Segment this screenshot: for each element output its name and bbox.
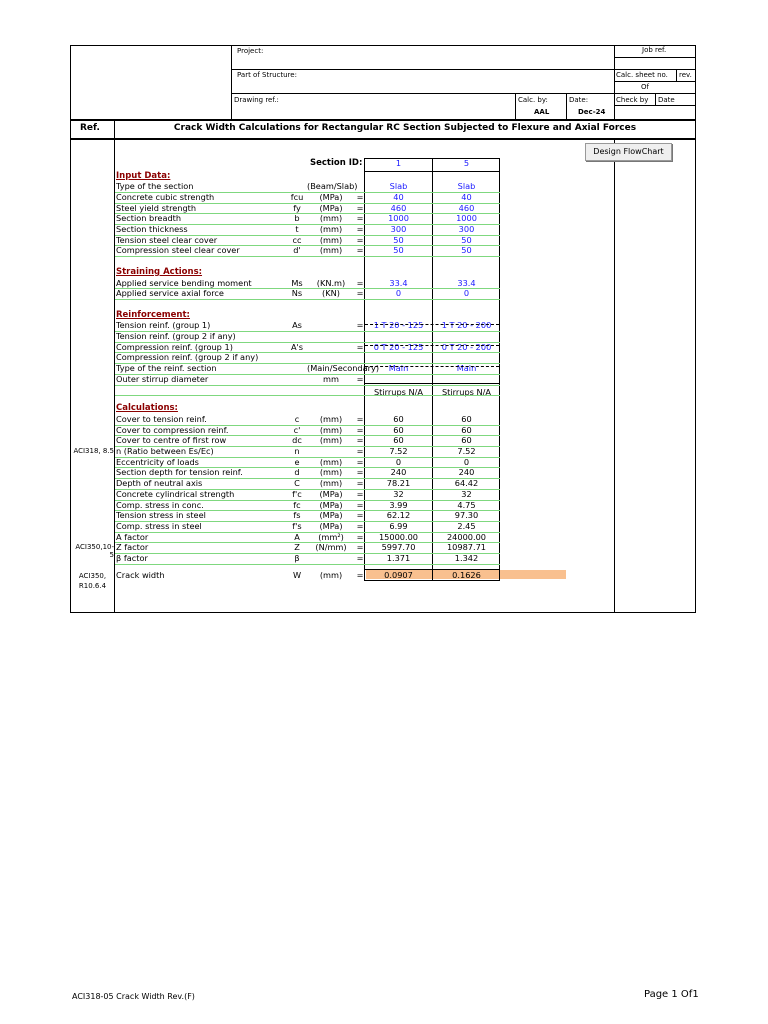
table-row xyxy=(115,457,507,468)
row-label: Compression reinf. (group 1) xyxy=(116,341,233,352)
row-label: Comp. stress in conc. xyxy=(116,499,204,510)
value-section-1[interactable]: Main xyxy=(388,363,409,374)
row-equals: = xyxy=(356,478,364,489)
row-equals: = xyxy=(356,341,364,352)
reinf-dash xyxy=(365,345,499,346)
table-row xyxy=(115,553,507,564)
table-row xyxy=(115,467,507,478)
row-symbol: β xyxy=(294,553,300,563)
table-row xyxy=(115,435,507,446)
row-symbol: f's xyxy=(292,520,302,531)
value-section-2[interactable]: 300 xyxy=(458,224,475,234)
table-row xyxy=(115,363,507,374)
value-section-1: 240 xyxy=(390,467,407,478)
table-row xyxy=(115,500,507,511)
table-row xyxy=(115,425,507,436)
row-equals: = xyxy=(356,531,364,542)
row-equals: = xyxy=(356,435,364,446)
row-equals: = xyxy=(356,510,364,521)
row-symbol: fc xyxy=(293,499,301,510)
row-symbol: cc xyxy=(292,234,302,245)
table-row xyxy=(115,192,507,203)
table-row xyxy=(115,478,507,489)
value-section-1[interactable]: 1000 xyxy=(388,213,409,224)
row-label: β factor xyxy=(116,553,148,563)
footer-page-number: Page 1 Of1 xyxy=(644,989,699,1000)
row-unit: (Beam/Slab) xyxy=(307,181,358,192)
row-equals: = xyxy=(356,467,364,478)
table-row xyxy=(115,446,507,457)
row-equals: = xyxy=(356,413,364,424)
value-section-2[interactable]: 1000 xyxy=(456,213,477,224)
value-section-2: Stirrups N/A xyxy=(441,386,491,397)
calc-by-value: AAL xyxy=(534,108,550,116)
date-value: Dec-24 xyxy=(578,108,606,116)
value-section-1[interactable]: 300 xyxy=(390,224,407,234)
value-section-1: 60 xyxy=(393,435,404,446)
row-symbol: b xyxy=(294,213,300,224)
reinf-dash xyxy=(365,366,499,367)
table-row xyxy=(115,342,507,353)
row-symbol: fs xyxy=(293,510,301,521)
value-section-2[interactable]: 50 xyxy=(461,234,472,245)
row-label: Tension steel clear cover xyxy=(116,234,218,245)
row-symbol: e xyxy=(294,456,300,467)
row-label: Cover to tension reinf. xyxy=(116,413,207,424)
rev-label: rev. xyxy=(679,71,692,79)
row-gridline xyxy=(115,385,500,386)
row-label: Applied service axial force xyxy=(116,288,224,299)
row-label: Type of the reinf. section xyxy=(116,363,217,374)
value-section-1: 7.52 xyxy=(389,446,408,456)
row-equals: = xyxy=(356,191,364,202)
of-label: Of xyxy=(641,83,649,91)
footer-file-name: ACI318-05 Crack Width Rev.(F) xyxy=(72,992,195,1001)
crack-ref-1: ACI350, xyxy=(78,572,107,580)
header-divider xyxy=(614,57,696,58)
row-label: Tension reinf. (group 2 if any) xyxy=(116,331,236,341)
calc-sheet-label: Calc. sheet no. xyxy=(616,71,668,79)
row-unit: (Main/Secondary) xyxy=(307,363,380,374)
value-section-1[interactable]: 50 xyxy=(393,245,404,256)
row-label: Cover to centre of first row xyxy=(116,435,227,446)
value-section-2[interactable]: 1 T 20 - 200 xyxy=(441,320,492,331)
header-divider xyxy=(655,93,656,105)
header-divider xyxy=(70,138,696,140)
row-label: Comp. stress in steel xyxy=(116,520,202,531)
value-section-2: 60 xyxy=(461,413,472,424)
value-section-1: 15000.00 xyxy=(378,531,419,542)
value-section-2[interactable]: 50 xyxy=(461,245,472,256)
reinforcement-heading: Reinforcement: xyxy=(116,309,190,320)
row-symbol: A xyxy=(294,531,300,542)
row-unit: (mm²) xyxy=(318,531,344,542)
value-section-2[interactable]: Main xyxy=(456,363,477,374)
table-row xyxy=(115,320,507,331)
value-section-2[interactable]: 0 xyxy=(463,288,470,299)
value-section-1[interactable]: 50 xyxy=(393,234,404,245)
row-equals: = xyxy=(356,456,364,467)
value-section-2: 24000.00 xyxy=(446,531,487,542)
date2-label: Date xyxy=(658,96,675,104)
row-symbol: f'c xyxy=(292,488,302,499)
row-equals: = xyxy=(356,520,364,531)
date-label: Date: xyxy=(569,96,589,104)
row-symbol: Ms xyxy=(291,277,303,288)
row-symbol: fcu xyxy=(290,191,304,202)
row-equals: = xyxy=(356,553,364,563)
table-row xyxy=(115,203,507,214)
row-label: Concrete cubic strength xyxy=(116,191,215,202)
value-section-2[interactable]: 460 xyxy=(458,202,475,213)
row-unit: (mm) xyxy=(319,224,343,234)
row-unit: (N/mm) xyxy=(315,542,347,553)
value-section-1: 62.12 xyxy=(386,510,411,521)
calc-by-label: Calc. by: xyxy=(518,96,548,104)
row-label: Section thickness xyxy=(116,224,188,234)
row-label: Cover to compression reinf. xyxy=(116,424,229,435)
value-section-1: 5997.70 xyxy=(381,542,416,553)
row-equals: = xyxy=(356,320,364,331)
row-equals: = xyxy=(356,488,364,499)
row-unit: (mm) xyxy=(319,413,343,424)
row-unit: mm xyxy=(323,373,339,384)
row-equals: = xyxy=(356,446,364,456)
value-section-2[interactable]: 40 xyxy=(461,191,472,202)
check-by-label: Check by xyxy=(616,96,649,104)
value-section-1: 6.99 xyxy=(389,520,408,531)
value-section-1: 0 xyxy=(395,456,402,467)
row-unit: (MPa) xyxy=(319,488,343,499)
row-unit: (mm) xyxy=(319,435,343,446)
row-symbol: n xyxy=(294,446,300,456)
header-divider xyxy=(231,93,696,94)
row-equals: = xyxy=(356,424,364,435)
value-section-2: 64.42 xyxy=(454,478,479,489)
row-unit: (mm) xyxy=(319,478,343,489)
value-section-2: 240 xyxy=(458,467,475,478)
value-column-border xyxy=(364,171,500,172)
header-divider xyxy=(676,69,677,81)
row-label: Eccentricity of loads xyxy=(116,456,199,467)
table-row xyxy=(115,245,507,256)
table-row xyxy=(115,414,507,425)
table-row xyxy=(115,352,507,363)
value-section-1[interactable]: 1 T 20 - 125 xyxy=(373,320,424,331)
row-symbol: A's xyxy=(290,341,304,352)
table-row xyxy=(115,224,507,235)
value-section-1: 60 xyxy=(393,413,404,424)
header-divider xyxy=(231,45,232,119)
row-unit: (MPa) xyxy=(319,202,343,213)
crack-width-section-2: 0.1626 xyxy=(452,570,481,580)
crack-width-row xyxy=(115,570,507,581)
row-equals: = xyxy=(356,542,364,553)
row-gridline xyxy=(115,299,500,300)
table-row xyxy=(115,374,507,385)
row-symbol: c' xyxy=(293,424,301,435)
row-label: Tension reinf. (group 1) xyxy=(116,320,211,331)
value-section-2[interactable]: Slab xyxy=(457,181,476,192)
row-symbol: C xyxy=(294,478,300,489)
table-row xyxy=(115,181,507,192)
row-unit: (MPa) xyxy=(319,520,343,531)
row-equals: = xyxy=(356,277,364,288)
row-label: Compression steel clear cover xyxy=(116,245,240,256)
value-section-2: 10987.71 xyxy=(446,542,487,553)
row-equals: = xyxy=(356,288,364,299)
value-section-2: 0 xyxy=(463,456,470,467)
header-divider xyxy=(614,105,696,106)
row-unit: (MPa) xyxy=(319,510,343,521)
row-symbol: dc xyxy=(292,435,302,446)
row-label: Type of the section xyxy=(116,181,194,192)
row-symbol: fy xyxy=(293,202,301,213)
value-section-1: Stirrups N/A xyxy=(373,386,423,397)
row-unit: (MPa) xyxy=(319,191,343,202)
value-section-1: 60 xyxy=(393,424,404,435)
row-equals: = xyxy=(356,373,364,384)
design-flowchart-button[interactable]: Design FlowChart xyxy=(585,143,672,161)
row-unit: (KN) xyxy=(322,288,340,299)
table-row xyxy=(115,532,507,543)
row-symbol: d xyxy=(294,467,300,478)
value-section-1: 1.371 xyxy=(386,553,411,563)
row-gridline xyxy=(115,564,500,565)
value-section-2[interactable]: 33.4 xyxy=(457,277,476,288)
value-section-2: 97.30 xyxy=(454,510,479,521)
straining-actions-heading: Straining Actions: xyxy=(116,266,203,277)
table-row xyxy=(115,213,507,224)
job-ref-label: Job ref. xyxy=(642,46,667,54)
table-row xyxy=(115,521,507,532)
row-symbol: c xyxy=(294,413,300,424)
value-section-2: 32 xyxy=(461,488,472,499)
header-divider xyxy=(515,93,516,119)
ref-heading: Ref. xyxy=(80,123,100,133)
calculations-heading: Calculations: xyxy=(116,403,178,414)
row-unit: (mm) xyxy=(319,467,343,478)
section-id-1[interactable]: 1 xyxy=(395,158,402,168)
row-label: Applied service bending moment xyxy=(116,277,252,288)
row-equals: = xyxy=(356,234,364,245)
row-label: Compression reinf. (group 2 if any) xyxy=(116,352,259,363)
value-section-1: 78.21 xyxy=(386,478,411,489)
row-equals: = xyxy=(356,213,364,224)
value-section-2: 60 xyxy=(461,435,472,446)
row-equals: = xyxy=(356,202,364,213)
value-section-1[interactable]: 460 xyxy=(390,202,407,213)
crack-width-section-1: 0.0907 xyxy=(384,570,413,580)
value-section-1[interactable]: 33.4 xyxy=(389,277,408,288)
row-unit: (mm) xyxy=(319,456,343,467)
row-unit: (mm) xyxy=(319,213,343,224)
value-section-2[interactable]: 0 T 20 - 200 xyxy=(441,341,492,352)
value-section-1: 32 xyxy=(393,488,404,499)
row-symbol: d' xyxy=(293,245,301,256)
reinf-dash xyxy=(365,324,499,325)
row-unit: (mm) xyxy=(319,424,343,435)
row-label: n (Ratio between Es/Ec) xyxy=(116,446,214,456)
header-divider xyxy=(231,69,696,70)
table-row xyxy=(115,235,507,246)
part-of-structure-label: Part of Structure: xyxy=(237,71,297,79)
table-row xyxy=(115,288,507,299)
section-id-row xyxy=(115,158,507,169)
value-section-2: 2.45 xyxy=(457,520,476,531)
row-label: Tension stress in steel xyxy=(116,510,206,521)
row-label: Depth of neutral axis xyxy=(116,478,203,489)
header-divider xyxy=(614,81,696,82)
row-equals: = xyxy=(356,499,364,510)
row-label: Z factor xyxy=(116,542,149,553)
ref-note: ACI318, 8.5 xyxy=(73,447,114,455)
project-label: Project: xyxy=(237,47,264,55)
value-section-2: 60 xyxy=(461,424,472,435)
row-label: Outer stirrup diameter xyxy=(116,373,209,384)
crack-width-unit: (mm) xyxy=(319,570,343,580)
row-equals: = xyxy=(356,245,364,256)
row-unit: (MPa) xyxy=(319,499,343,510)
table-row xyxy=(115,542,507,553)
row-symbol: Z xyxy=(294,542,300,553)
value-section-1[interactable]: 0 xyxy=(395,288,402,299)
table-row xyxy=(115,510,507,521)
ref-note: ACI350,10-5 xyxy=(75,543,114,560)
section-id-label: Section ID: xyxy=(310,158,363,168)
row-label: Concrete cylindrical strength xyxy=(116,488,235,499)
row-equals: = xyxy=(356,224,364,234)
table-row xyxy=(115,489,507,500)
value-section-2: 7.52 xyxy=(457,446,476,456)
row-symbol: As xyxy=(292,320,302,331)
value-section-1: 3.99 xyxy=(389,499,408,510)
row-label: Steel yield strength xyxy=(116,202,197,213)
header-divider xyxy=(566,93,567,119)
sheet-title: Crack Width Calculations for Rectangular RC Section Subjected to Flexure and Axial Forces xyxy=(173,123,637,133)
row-gridline xyxy=(115,395,500,396)
table-row xyxy=(115,331,507,342)
header-divider xyxy=(70,119,696,121)
row-gridline xyxy=(115,256,500,257)
drawing-ref-label: Drawing ref.: xyxy=(234,96,279,104)
row-unit: (mm) xyxy=(319,245,343,256)
row-symbol: Ns xyxy=(291,288,303,299)
row-unit: (KN.m) xyxy=(316,277,346,288)
value-section-2: 1.342 xyxy=(454,553,479,563)
row-label: Section breadth xyxy=(116,213,182,224)
row-label: A factor xyxy=(116,531,149,542)
input-data-heading: Input Data: xyxy=(116,170,171,181)
value-section-1[interactable]: 40 xyxy=(393,191,404,202)
crack-width-equals: = xyxy=(356,570,364,580)
value-section-1[interactable]: Slab xyxy=(389,181,408,192)
crack-ref-2: R10.6.4 xyxy=(78,582,107,590)
right-column-divider xyxy=(614,138,615,613)
row-label: Section depth for tension reinf. xyxy=(116,467,243,478)
section-id-2[interactable]: 5 xyxy=(463,158,470,168)
row-unit: (mm) xyxy=(319,234,343,245)
value-section-1[interactable]: 0 T 20 - 125 xyxy=(373,341,424,352)
row-symbol: t xyxy=(295,224,299,234)
value-section-2: 4.75 xyxy=(457,499,476,510)
table-row xyxy=(115,278,507,289)
crack-width-label: Crack width xyxy=(116,570,165,580)
crack-width-symbol: W xyxy=(292,570,302,580)
